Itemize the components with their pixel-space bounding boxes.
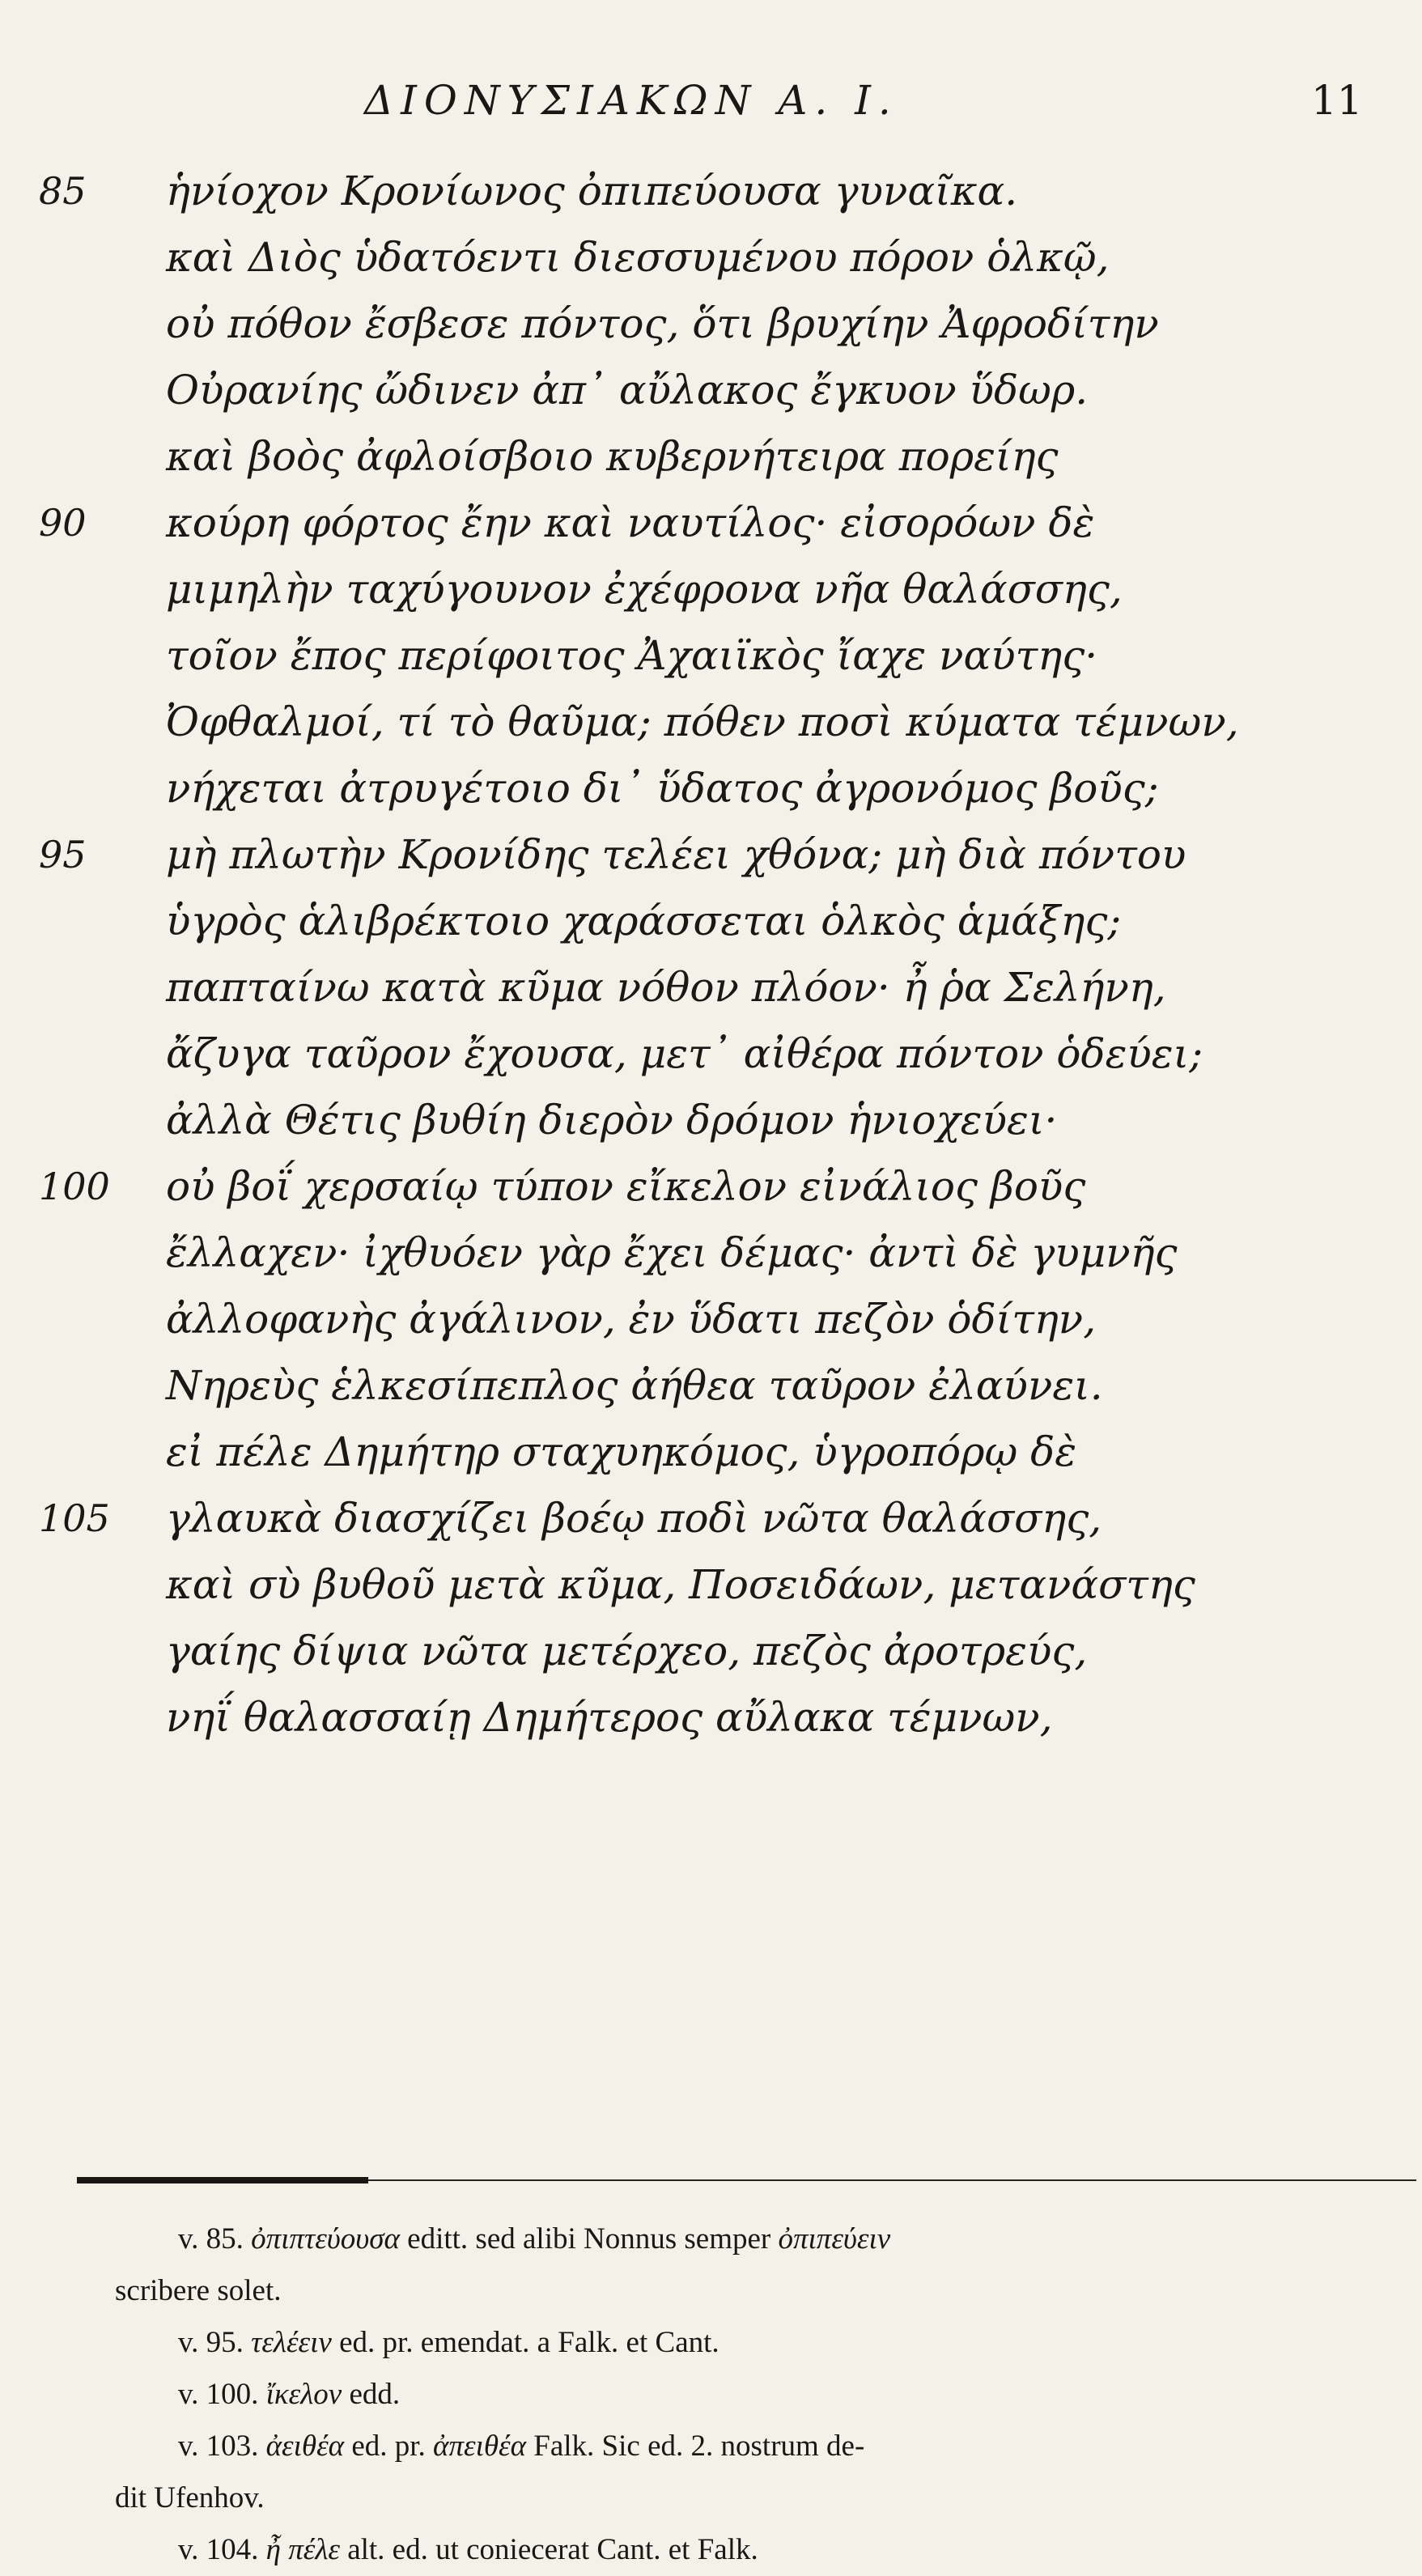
verse-line xyxy=(0,1485,1422,1551)
footnote-text: ed. pr. xyxy=(351,2430,426,2463)
verse-text: γαίης δίψια νῶτα μετέρχεο, πεζὸς ἀροτρεύς, xyxy=(166,1628,1088,1674)
verse-line xyxy=(0,1286,1422,1352)
verse-text: ἔλλαχεν· ἰχθυόεν γὰρ ἔχει δέμας· ἀντὶ δὲ γυμνῆς xyxy=(166,1229,1178,1276)
footnote xyxy=(178,2524,1392,2576)
verse-line xyxy=(0,622,1422,689)
verse-text: Ὀφθαλμοί, τί τὸ θαῦμα; πόθεν ποσὶ κύματα τέμνων, xyxy=(166,698,1239,745)
verse-text: ὑγρὸς ἁλιβρέκτοιο χαράσσεται ὁλκὸς ἁμάξης; xyxy=(166,898,1122,944)
verse-line xyxy=(0,1551,1422,1618)
line-number: 100 xyxy=(39,1165,110,1208)
verse-text: καὶ Διὸς ὑδατόεντι διεσσυμένου πόρον ὁλκῷ, xyxy=(166,234,1110,281)
verse-line xyxy=(0,291,1422,357)
footnote-label: v. 95. xyxy=(178,2326,244,2359)
footnote-label: v. 85. xyxy=(178,2222,244,2256)
verse-line xyxy=(0,755,1422,821)
verse-line xyxy=(0,821,1422,888)
verse-text: γλαυκὰ διασχίζει βοέῳ ποδὶ νῶτα θαλάσσης, xyxy=(166,1495,1102,1542)
footnote-label: v. 103. xyxy=(178,2430,259,2463)
verse-text: ἀλλοφανὴς ἀγάλινον, ἐν ὕδατι πεζὸν ὁδίτην, xyxy=(166,1296,1097,1343)
verse-text: ἄζυγα ταῦρον ἔχουσα, μετ᾽ αἰθέρα πόντον ὁδεύει; xyxy=(166,1030,1203,1077)
verse-line xyxy=(0,423,1422,490)
verse-line xyxy=(0,1684,1422,1751)
verse-line xyxy=(0,158,1422,224)
footnote-greek: τελέειν xyxy=(251,2326,332,2359)
footnote-text: alt. ed. ut coniecerat Cant. et Falk. xyxy=(347,2533,758,2566)
footnote-greek: ἴκελον xyxy=(265,2378,342,2411)
footnote-rule-accent xyxy=(77,2177,368,2183)
verse-text: παπταίνω κατὰ κῦμα νόθον πλόον· ἦ ῥα Σελήνη, xyxy=(166,964,1166,1011)
line-number: 85 xyxy=(39,169,87,213)
footnote-text: Falk. Sic ed. 2. nostrum de- xyxy=(533,2430,865,2463)
footnote-greek: ἦ πέλε xyxy=(265,2533,340,2566)
verse-line xyxy=(0,556,1422,622)
verse-text: εἰ πέλε Δημήτηρ σταχυηκόμος, ὑγροπόρῳ δὲ xyxy=(166,1428,1077,1475)
verse-text: ἡνίοχον Κρονίωνος ὀπιπεύουσα γυναῖκα. xyxy=(166,168,1018,214)
verse-line xyxy=(0,1021,1422,1087)
verse-text: οὐ βοΐ χερσαίῳ τύπον εἴκελον εἰνάλιος βοῦς xyxy=(166,1163,1086,1210)
footnote-greek: ὀπιπεύειν xyxy=(778,2222,891,2256)
footnote-text: ed. pr. emendat. a Falk. et Cant. xyxy=(339,2326,719,2359)
verse-text: νήχεται ἀτρυγέτοιο δι᾽ ὕδατος ἀγρονόμος βοῦς; xyxy=(166,765,1159,812)
footnote-label: v. 104. xyxy=(178,2533,259,2566)
footnote xyxy=(178,2213,1392,2265)
verse-line xyxy=(0,490,1422,556)
line-number: 90 xyxy=(39,501,87,545)
verse-line xyxy=(0,1087,1422,1153)
verse-text: κούρη φόρτος ἔην καὶ ναυτίλος· εἰσορόων δὲ xyxy=(166,499,1095,546)
verse-text: νηΐ θαλασσαίῃ Δημήτερος αὔλακα τέμνων, xyxy=(166,1694,1053,1741)
verse-line xyxy=(0,1220,1422,1286)
footnote-label: v. 100. xyxy=(178,2378,259,2411)
footnote-continuation xyxy=(115,2265,1392,2317)
footnote xyxy=(178,2369,1392,2421)
verse-line xyxy=(0,1352,1422,1419)
verse-line xyxy=(0,1618,1422,1684)
footnote-text: dit Ufenhov. xyxy=(115,2481,265,2514)
verse-text: ἀλλὰ Θέτις βυθίη διερὸν δρόμον ἡνιοχεύει· xyxy=(166,1097,1058,1144)
footnote-greek: ἀειθέα xyxy=(265,2430,345,2463)
footnote-text: edd. xyxy=(349,2378,401,2411)
line-number: 105 xyxy=(39,1496,110,1540)
footnote xyxy=(178,2421,1392,2472)
verse-line xyxy=(0,224,1422,291)
verse-line xyxy=(0,1419,1422,1485)
verse-line xyxy=(0,888,1422,954)
footnote-text: editt. sed alibi Nonnus semper xyxy=(407,2222,771,2256)
verse-line xyxy=(0,1153,1422,1220)
verse-block xyxy=(0,158,1422,1751)
verse-line xyxy=(0,954,1422,1021)
footnote-continuation xyxy=(115,2472,1392,2524)
verse-text: καὶ σὺ βυθοῦ μετὰ κῦμα, Ποσειδάων, μετανάστης xyxy=(166,1561,1195,1608)
verse-line xyxy=(0,689,1422,755)
footnote-greek: ὀπιπτεύουσα xyxy=(251,2222,400,2256)
running-title: ΔΙΟΝΥΣΙΑΚΩΝ Α. Ι. xyxy=(364,77,898,124)
verse-text: Νηρεὺς ἑλκεσίπεπλος ἀήθεα ταῦρον ἐλαύνει. xyxy=(166,1362,1103,1409)
footnote-text: scribere solet. xyxy=(115,2274,282,2307)
verse-text: μιμηλὴν ταχύγουνον ἐχέφρονα νῆα θαλάσσης, xyxy=(166,566,1123,613)
verse-text: μὴ πλωτὴν Κρονίδης τελέει χθόνα; μὴ διὰ πόντου xyxy=(166,831,1186,878)
footnotes xyxy=(115,2213,1392,2576)
verse-text: τοῖον ἔπος περίφοιτος Ἀχαιϊκὸς ἴαχε ναύτης· xyxy=(166,632,1098,679)
verse-text: οὐ πόθον ἔσβεσε πόντος, ὅτι βρυχίην Ἀφροδίτην xyxy=(166,300,1159,347)
verse-line xyxy=(0,357,1422,423)
verse-text: καὶ βοὸς ἀφλοίσβοιο κυβερνήτειρα πορείης xyxy=(166,433,1059,480)
page-number: 11 xyxy=(1311,77,1363,124)
page-header xyxy=(0,77,1422,134)
line-number: 95 xyxy=(39,833,87,876)
footnote-greek: ἀπειθέα xyxy=(433,2430,527,2463)
footnote xyxy=(178,2317,1392,2369)
verse-text: Οὐρανίης ὤδινεν ἀπ᾽ αὔλακος ἔγκυον ὕδωρ. xyxy=(166,367,1089,414)
